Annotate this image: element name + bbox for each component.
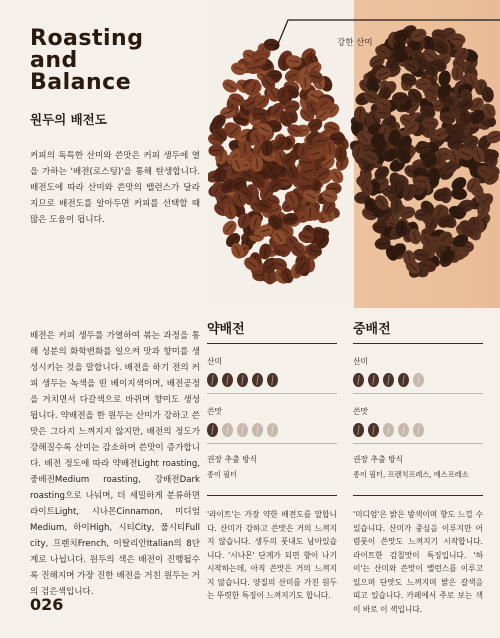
medium-roast-description: '미디엄'은 밝은 밤색이며 향도 느낄 수 있습니다. 산미가 중심을 이루지만 어렴풋이 쓴맛도 느껴지기 시작합니다. 라이트한 감칠맛이 특징입니다. '하이'는 산미와 쓴맛이 밸런스를 이루고 있으며 단맛도 느껴지며 밝은 갈색을 띠고 있습니다. 카페에서 주로 보는 색이 바로 이 색입니다. — [353, 495, 483, 616]
coffee-bean-icon — [398, 373, 409, 387]
medium-roast-heading: 중배전 — [353, 318, 483, 344]
coffee-bean-icon — [237, 423, 248, 437]
coffee-bean-icon — [222, 423, 233, 437]
coffee-bean-icon — [353, 373, 364, 387]
light-roast-description: '라이트'는 가장 약한 배전도를 말합니다. 산미가 강하고 쓴맛은 거의 느껴지지 않습니다. 생두의 풋내도 남아있습니다. '시나몬' 단계가 되면 향이 나기 시작하는데, 아직 쓴맛은 거의 느껴지지 않습니다. 양질의 산미를 가진 원두는 뚜렷한 특징이 느껴지기도 합니다. — [207, 495, 337, 603]
coffee-bean-icon — [207, 423, 218, 437]
light-method-label: 권장 추출 방식 — [207, 455, 258, 464]
coffee-bean-icon — [383, 373, 394, 387]
coffee-bean-icon — [398, 423, 409, 437]
coffee-bean-icon — [252, 423, 263, 437]
photo-callout-label: 강한 산미 — [337, 38, 373, 48]
medium-acidity-rating — [353, 373, 483, 394]
coffee-bean-icon — [222, 373, 233, 387]
medium-method-value: 종이 필터, 프렌치프레스, 에스프레소 — [353, 470, 469, 479]
coffee-bean-icon — [353, 423, 364, 437]
coffee-bean-icon — [368, 423, 379, 437]
bean-crease — [255, 114, 265, 115]
coffee-bean-icon — [267, 423, 278, 437]
page-number: 026 — [30, 595, 64, 614]
medium-acidity-label: 산미 — [353, 357, 369, 366]
light-roast-column — [207, 318, 337, 603]
body-paragraph: 배전은 커피 생두를 가열하여 볶는 과정을 통해 성분의 화학변화를 일으켜 맛과 향미를 생성시키는 것을 말합니다. 배전을 하기 전의 커피 생두는 녹색을 띤 베이지색이며, 배전공정을 거치면서 다갈색으로 바뀌며 향미도 생성됩니다. 약배전을 한 원두는 산미가 강하고 쓴맛은 그다지 느껴지지 않지만, 배전의 정도가 강해질수록 산미는 감소하며 쓴맛이 증가합니다. 배전 정도에 따라 약배전Light roasting, 중배전Medium roasting, 강배전Dark roasting으로 나눠며, 더 세밀하게 분류하면 라이트Light, 시나몬Cinnamon, 미디엄Medium, 하이High, 시티City, 풀시티Full city, 프렌치French, 이탈리안Italian의 8단계로 나뉩니다. 원두의 색은 배전이 진행될수록 진해지며 가장 진한 배전을 거친 원두는 거의 검은색입니다. — [30, 331, 200, 597]
bean-crease — [396, 201, 397, 211]
intro-paragraph: 커피의 독특한 산미와 쓴맛은 커피 생두에 열을 가하는 '배전(로스팅)'을 통해 탄생합니다. 배전도에 따라 산미와 쓴맛의 밸런스가 달라지므로 배전도를 알아두면 커피를 선택할 때 많은 도움이 됩니다. — [30, 151, 200, 225]
page-title — [30, 28, 210, 94]
coffee-bean-icon — [413, 373, 424, 387]
coffee-bean-icon — [252, 373, 263, 387]
light-acidity-label: 산미 — [207, 357, 223, 366]
light-acidity-rating — [207, 373, 337, 394]
light-method-value: 종이 필터 — [207, 470, 238, 479]
coffee-bean-icon — [383, 423, 394, 437]
medium-roast-column — [353, 318, 483, 616]
bean-pile — [348, 22, 500, 280]
light-roast-heading: 약배전 — [207, 318, 337, 344]
title-line-2: and — [30, 48, 78, 73]
light-bitterness-rating — [207, 423, 337, 444]
bean-crease — [417, 215, 427, 216]
coffee-bean-icon — [368, 373, 379, 387]
title-line-1: Roasting — [30, 26, 144, 51]
medium-bitterness-rating — [353, 423, 483, 444]
bean-crease — [310, 208, 311, 218]
coffee-bean-icon — [267, 373, 278, 387]
bean-crease — [378, 113, 388, 114]
coffee-bean-icon — [413, 423, 424, 437]
coffee-bean-icon — [207, 373, 218, 387]
medium-method-label: 권장 추출 방식 — [353, 455, 404, 464]
light-bitterness-label: 쓴맛 — [207, 407, 223, 416]
coffee-bean-icon — [237, 373, 248, 387]
bean-crease — [434, 170, 435, 180]
title-line-3: Balance — [30, 70, 132, 95]
subtitle: 원두의 배전도 — [30, 112, 107, 127]
medium-bitterness-label: 쓴맛 — [353, 407, 369, 416]
bean-pile — [208, 38, 352, 287]
bean-crease — [440, 155, 441, 165]
